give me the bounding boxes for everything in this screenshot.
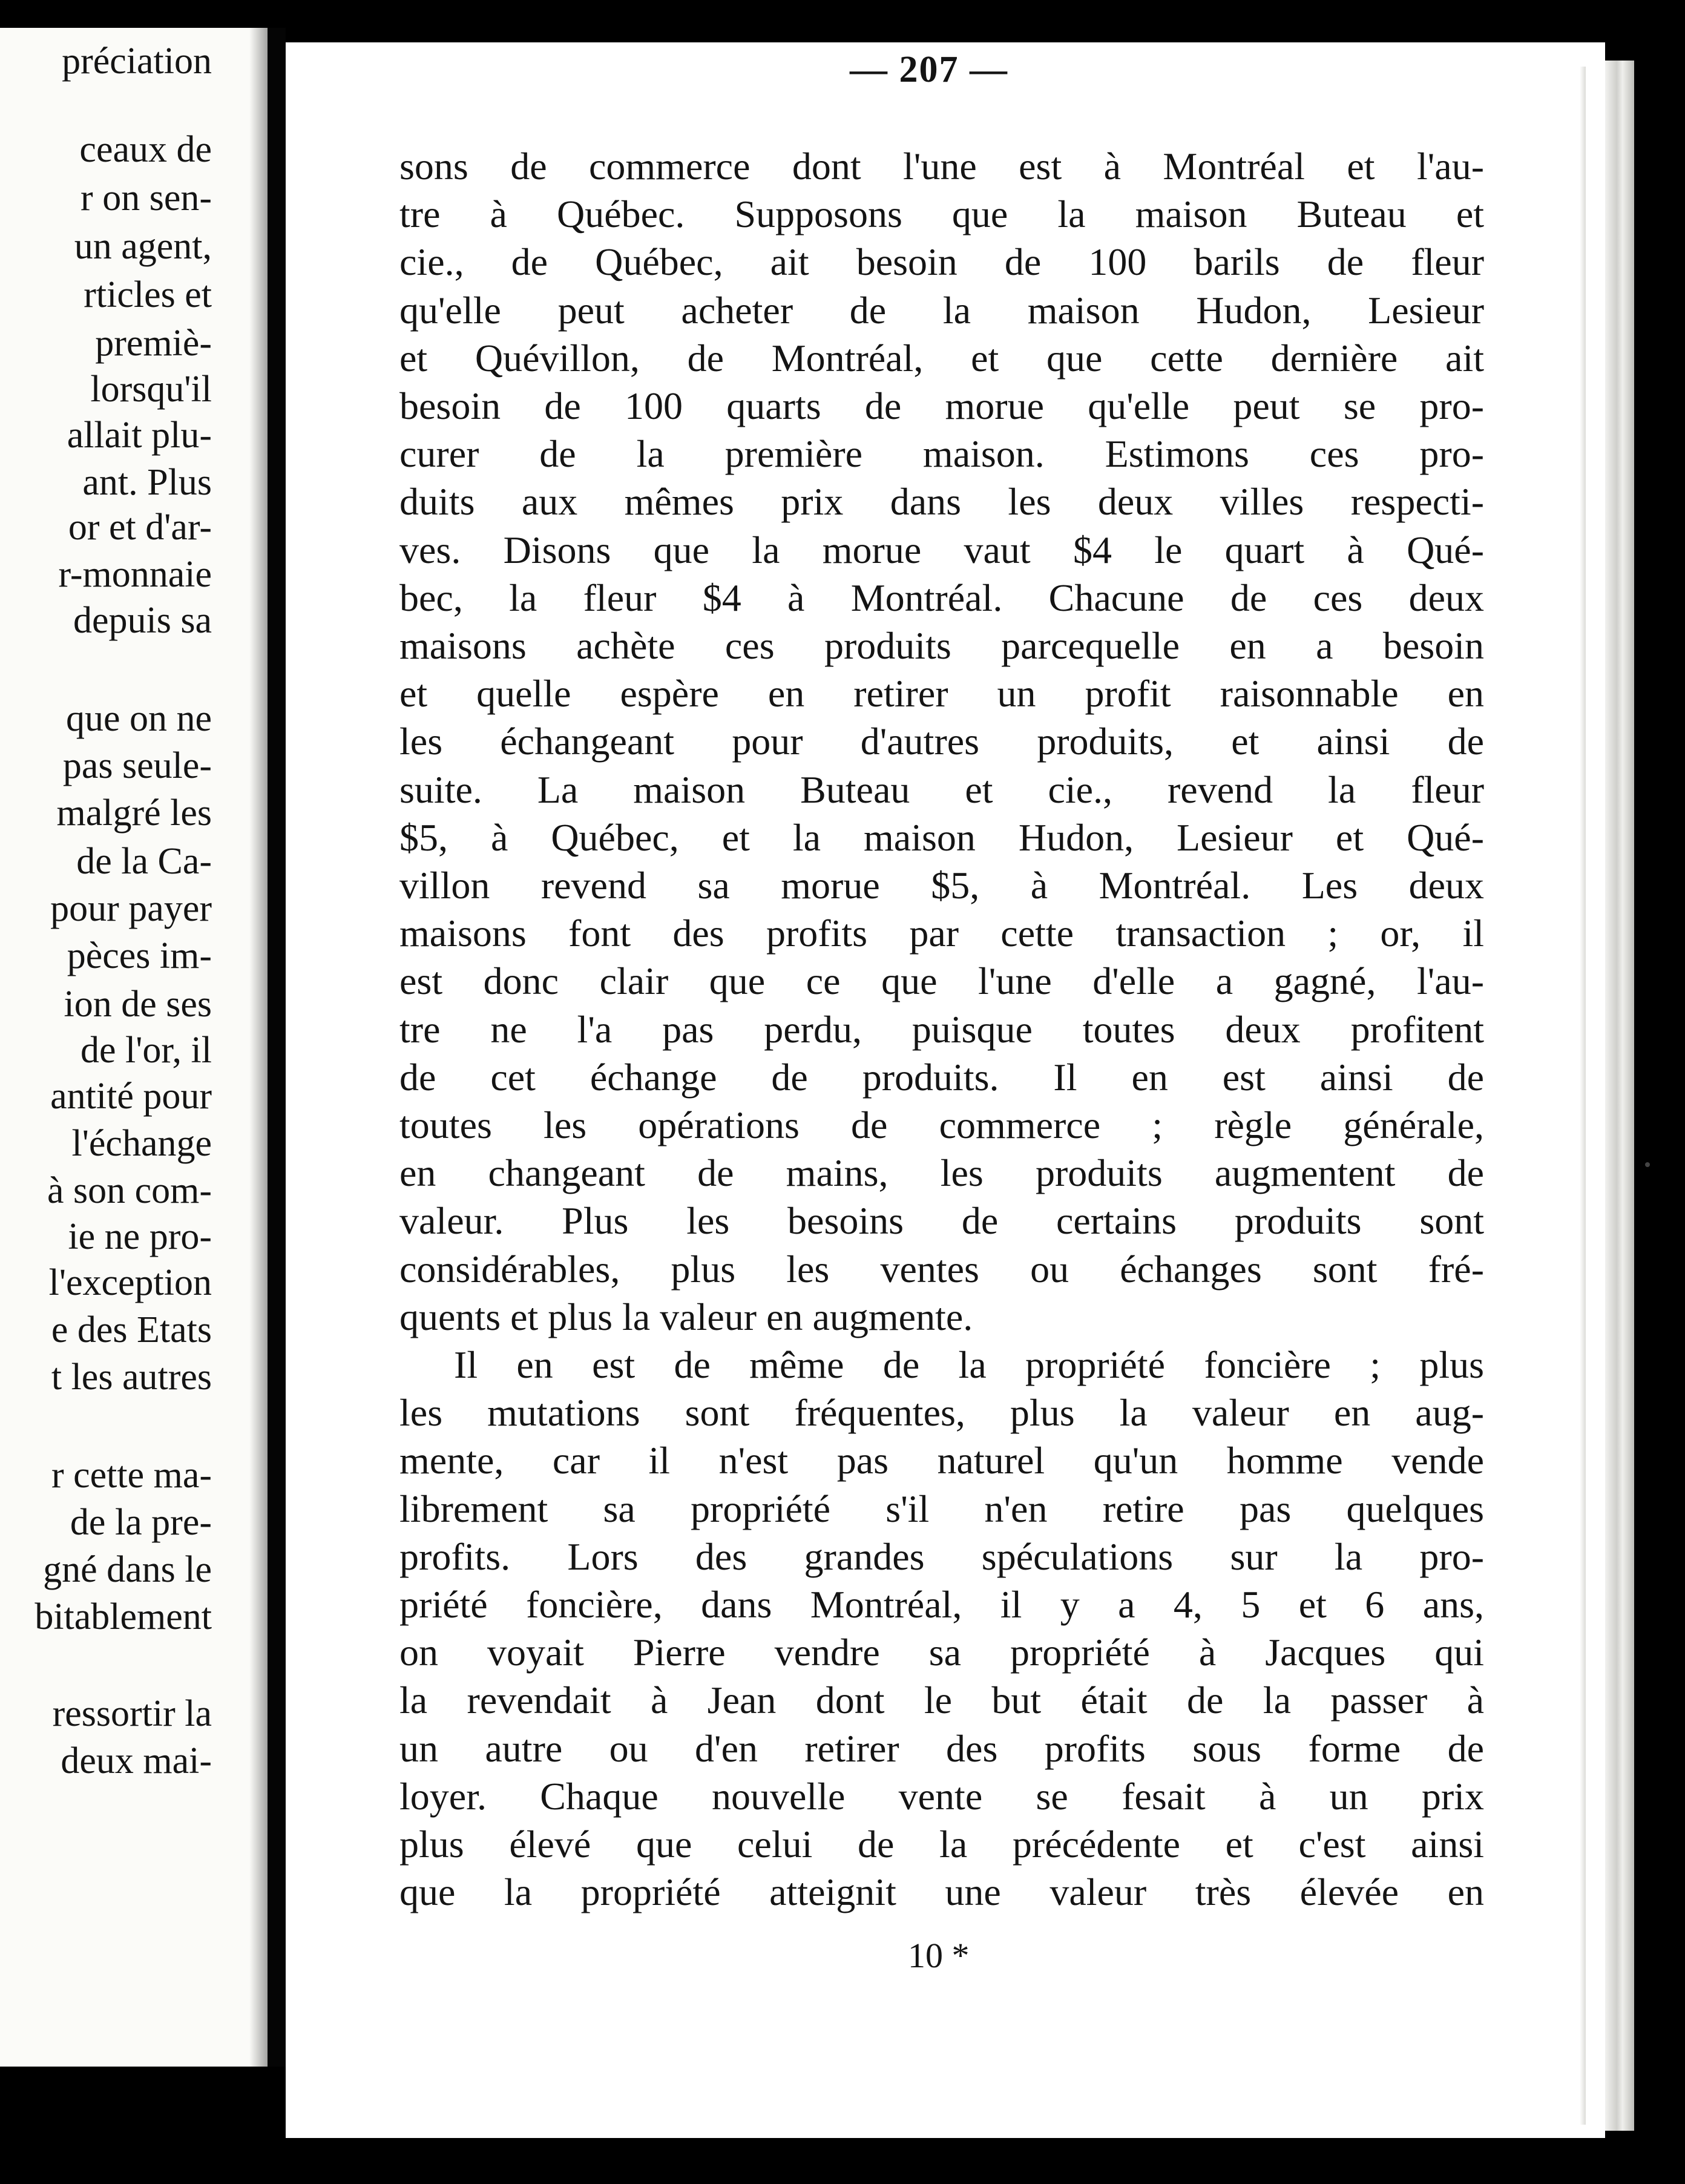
text-line: que la propriété atteignit une valeur très élevée en	[399, 1870, 1484, 1913]
text-line: un autre ou d'en retirer des profits sous forme de	[399, 1727, 1484, 1770]
left-text-line: l'échange	[71, 1123, 212, 1164]
text-line: est donc clair que ce que l'une d'elle a gagné, l'au-	[399, 959, 1484, 1002]
text-line: suite. La maison Buteau et cie., revend la fleur	[399, 768, 1484, 811]
text-line: et quelle espère en retirer un profit raisonnable en	[399, 672, 1484, 715]
left-text-line: allait plu-	[67, 415, 212, 456]
text-line: loyer. Chaque nouvelle vente se fesait à un prix	[399, 1775, 1484, 1818]
gutter-shadow	[249, 28, 268, 2067]
left-text-line: ie ne pro-	[68, 1216, 212, 1257]
text-line: valeur. Plus les besoins de certains produits sont	[399, 1199, 1484, 1242]
left-text-line: depuis sa	[73, 600, 212, 641]
left-text-line: premiè-	[95, 323, 212, 364]
left-text-line: r-monnaie	[58, 554, 212, 595]
left-text-line: deux mai-	[61, 1740, 212, 1781]
page-stack-edge	[1605, 61, 1634, 2131]
text-line: maisons font des profits par cette transaction ; or, il	[399, 912, 1484, 955]
dust-speck	[1645, 1162, 1650, 1167]
left-text-line: r cette ma-	[51, 1455, 212, 1496]
text-line: qu'elle peut acheter de la maison Hudon, Lesieur	[399, 289, 1484, 332]
left-text-line: bitablement	[34, 1596, 212, 1637]
left-text-line: de la pre-	[70, 1502, 212, 1543]
left-text-line: malgré les	[56, 792, 212, 834]
text-line: Il en est de même de la propriété foncière ; plus	[454, 1343, 1484, 1386]
left-text-line: que on ne	[65, 698, 212, 739]
left-page	[0, 28, 268, 2067]
left-text-line: ion de ses	[64, 984, 212, 1025]
left-text-line: l'exception	[48, 1262, 212, 1303]
left-text-line: gné dans le	[43, 1549, 212, 1590]
page-number-header: — 207 —	[850, 49, 1008, 90]
text-line: plus élevé que celui de la précédente et c'est ainsi	[399, 1823, 1484, 1866]
signature-mark: 10 *	[908, 1936, 970, 1975]
left-text-line: ant. Plus	[82, 462, 212, 503]
left-text-line: rticles et	[84, 274, 212, 315]
text-line: cie., de Québec, ait besoin de 100 barils de fleur	[399, 240, 1484, 283]
text-line: toutes les opérations de commerce ; règle générale,	[399, 1104, 1484, 1146]
left-text-line: lorsqu'il	[90, 369, 212, 410]
text-line: sons de commerce dont l'une est à Montréal et l'au-	[399, 145, 1484, 188]
text-line: villon revend sa morue $5, à Montréal. Les deux	[399, 864, 1484, 907]
left-text-line: un agent,	[74, 226, 212, 267]
text-line: en changeant de mains, les produits augmentent de	[399, 1151, 1484, 1194]
text-line: bec, la fleur $4 à Montréal. Chacune de ces deux	[399, 576, 1484, 619]
left-text-line: pèces im-	[67, 935, 212, 976]
text-line: librement sa propriété s'il n'en retire pas quelques	[399, 1487, 1484, 1530]
text-line: profits. Lors des grandes spéculations sur la pro-	[399, 1535, 1484, 1578]
left-text-line: ceaux de	[79, 129, 212, 170]
text-line: la revendait à Jean dont le but était de la passer à	[399, 1679, 1484, 1722]
left-text-line: pas seule-	[62, 745, 212, 786]
text-line: on voyait Pierre vendre sa propriété à Jacques qui	[399, 1631, 1484, 1674]
text-line: tre à Québec. Supposons que la maison Buteau et	[399, 192, 1484, 235]
text-line: curer de la première maison. Estimons ces pro-	[399, 432, 1484, 475]
left-text-line: préciation	[62, 41, 212, 82]
text-line: $5, à Québec, et la maison Hudon, Lesieur et Qué-	[399, 816, 1484, 859]
left-text-line: pour payer	[50, 888, 212, 929]
left-text-line: t les autres	[51, 1357, 212, 1398]
left-text-line: e des Etats	[51, 1309, 212, 1350]
text-line: mente, car il n'est pas naturel qu'un homme vende	[399, 1439, 1484, 1482]
text-line: besoin de 100 quarts de morue qu'elle peut se pro-	[399, 384, 1484, 427]
text-line: et Quévillon, de Montréal, et que cette dernière ait	[399, 337, 1484, 380]
left-text-line: de la Ca-	[76, 841, 212, 882]
text-line: maisons achète ces produits parcequelle en a besoin	[399, 624, 1484, 667]
text-line: les mutations sont fréquentes, plus la valeur en aug-	[399, 1391, 1484, 1434]
left-text-line: antité pour	[50, 1076, 212, 1117]
page-edge	[1580, 67, 1586, 2125]
left-text-line: r on sen-	[80, 177, 212, 219]
book-spine	[268, 28, 286, 2067]
text-line: quents et plus la valeur en augmente.	[399, 1295, 973, 1338]
text-line: priété foncière, dans Montréal, il y a 4, 5 et 6 ans,	[399, 1583, 1484, 1626]
left-text-line: or et d'ar-	[68, 507, 212, 548]
text-line: les échangeant pour d'autres produits, et ainsi de	[399, 720, 1484, 763]
text-line: ves. Disons que la morue vaut $4 le quart à Qué-	[399, 528, 1484, 571]
text-line: de cet échange de produits. Il en est ainsi de	[399, 1056, 1484, 1099]
text-line: duits aux mêmes prix dans les deux villes respecti-	[399, 480, 1484, 523]
left-text-line: de l'or, il	[80, 1030, 212, 1071]
text-line: considérables, plus les ventes ou échanges sont fré-	[399, 1248, 1484, 1291]
text-line: tre ne l'a pas perdu, puisque toutes deux profitent	[399, 1008, 1484, 1051]
left-text-line: à son com-	[47, 1170, 212, 1211]
left-text-line: ressortir la	[52, 1693, 212, 1734]
